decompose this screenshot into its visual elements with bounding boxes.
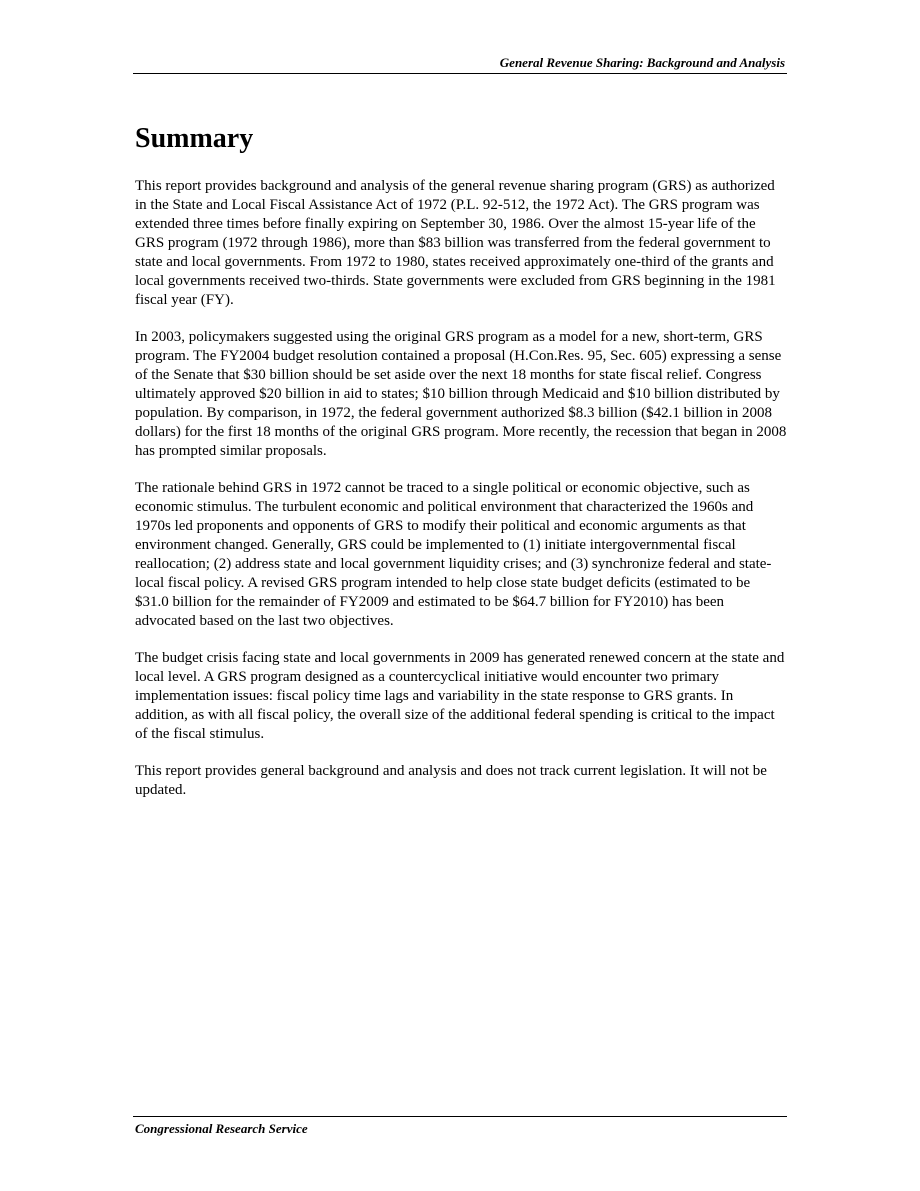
summary-body <box>135 177 787 800</box>
summary-paragraph: This report provides background and analysis of the general revenue sharing program (GRS) as authorized in the State and Local Fiscal Assistance Act of 1972 (P.L. 92-512, the 1972 Act). The GRS program was extended three times before finally expiring on September 30, 1986. Over the almost 15-year life of the GRS program (1972 through 1986), more than $83 billion was transferred from the federal government to state and local governments. From 1972 to 1980, states received approximately one-third of the grants and local governments received two-thirds. State governments were excluded from GRS beginning in the 1981 fiscal year (FY). <box>135 178 776 308</box>
summary-paragraph: The budget crisis facing state and local governments in 2009 has generated renewed concern at the state and local level. A GRS program designed as a countercyclical initiative would encounter two primary implementation issues: fiscal policy time lags and variability in the state response to GRS grants. In addition, as with all fiscal policy, the overall size of the additional federal spending is critical to the impact of the fiscal stimulus. <box>135 650 785 742</box>
summary-paragraph: The rationale behind GRS in 1972 cannot be traced to a single political or economic objective, such as economic stimulus. The turbulent economic and political environment that characterized the 1960s and 1970s led proponents and opponents of GRS to modify their political and economic arguments as that environment changed. Generally, GRS could be implemented to (1) initiate intergovernmental fiscal reallocation; (2) address state and local government liquidity crises; and (3) synchronize federal and state-local fiscal policy. A revised GRS program intended to help close state budget deficits (estimated to be $31.0 billion for the remainder of FY2009 and estimated to be $64.7 billion for FY2010) has been advocated based on the last two objectives. <box>135 480 772 629</box>
running-header <box>133 55 787 74</box>
footer-organization: Congressional Research Service <box>135 1121 308 1136</box>
running-header-title: General Revenue Sharing: Background and Analysis <box>499 55 785 70</box>
summary-paragraph: In 2003, policymakers suggested using the original GRS program as a model for a new, short-term, GRS program. The FY2004 budget resolution contained a proposal (H.Con.Res. 95, Sec. 605) expressing a sense of the Senate that $30 billion should be set aside over the next 18 months for state fiscal relief. Congress ultimately approved $20 billion in aid to states; $10 billion through Medicaid and $10 billion distributed by population. By comparison, in 1972, the federal government authorized $8.3 billion ($42.1 billion in 2008 dollars) for the first 18 months of the original GRS program. More recently, the recession that began in 2008 has prompted similar proposals. <box>135 329 787 459</box>
summary-paragraph: This report provides general background and analysis and does not track current legislation. It will not be updated. <box>135 763 767 798</box>
page-title: Summary <box>135 123 254 154</box>
running-footer <box>133 1116 787 1136</box>
